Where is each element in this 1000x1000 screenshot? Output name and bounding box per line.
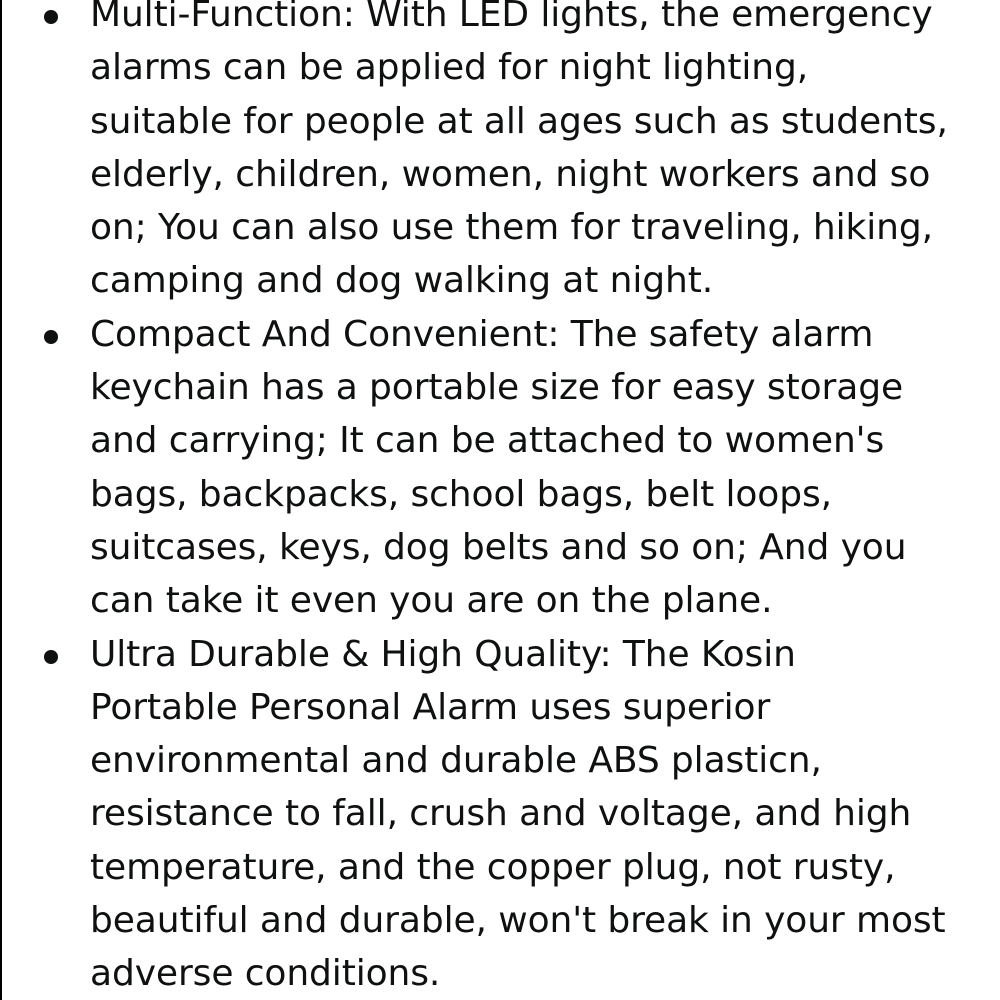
- bullet-dot-icon: [44, 10, 58, 24]
- bullet-text-line: alarms can be applied for night lighting,: [90, 47, 809, 89]
- bullet-text-line: beautiful and durable, won't break in your most: [90, 900, 946, 942]
- feature-bullet-durable: [0, 628, 990, 1000]
- bullet-text-line: Multi-Function: With LED lights, the emergency: [90, 0, 933, 35]
- bullet-text-line: can take it even you are on the plane.: [90, 580, 773, 622]
- bullet-text-line: Portable Personal Alarm uses superior: [90, 686, 771, 728]
- bullet-text-line: bags, backpacks, school bags, belt loops,: [90, 473, 832, 515]
- bullet-text-line: suitable for people at all ages such as students,: [90, 100, 948, 142]
- bullet-text-line: environmental and durable ABS plasticn,: [90, 740, 822, 782]
- bullet-dot-icon: [44, 330, 58, 344]
- bullet-text-line: temperature, and the copper plug, not rusty,: [90, 846, 896, 888]
- bullet-dot-icon: [44, 650, 58, 664]
- bullet-text-line: and carrying; It can be attached to women's: [90, 420, 885, 462]
- bullet-text-line: keychain has a portable size for easy storage: [90, 367, 903, 409]
- feature-bullet-compact: [0, 308, 990, 628]
- bullet-text-line: elderly, children, women, night workers and so: [90, 153, 931, 195]
- bullet-text-line: adverse conditions.: [90, 953, 441, 995]
- bullet-text-line: Compact And Convenient: The safety alarm: [90, 313, 874, 355]
- feature-bullet-multi-function: [0, 0, 990, 308]
- bullet-text-line: camping and dog walking at night.: [90, 260, 714, 302]
- bullet-text-line: Ultra Durable & High Quality: The Kosin: [90, 633, 796, 675]
- bullet-text-line: on; You can also use them for traveling, hiking,: [90, 207, 933, 249]
- bullet-text-line: suitcases, keys, dog belts and so on; And you: [90, 526, 907, 568]
- bullet-text-line: resistance to fall, crush and voltage, and high: [90, 793, 912, 835]
